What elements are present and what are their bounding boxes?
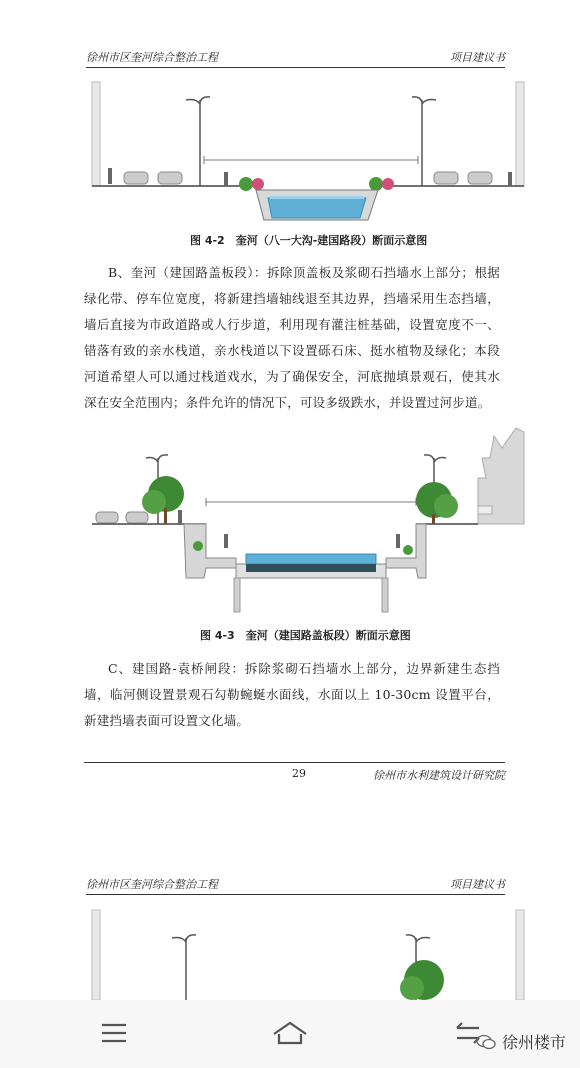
page-header	[86, 45, 505, 68]
page-number: 29	[292, 767, 306, 780]
paragraph-b: B、奎河（建国路盖板段）：拆除顶盖板及浆砌石挡墙水上部分；根据绿化带、停车位宽度，将新建挡墙轴线退至其边界，挡墙采用生态挡墙，墙后直接为市政道路或人行步道，利用现有灌注桩基础，设置宽度不一、错落有致的亲水栈道，亲水栈道以下设置砾石床、挺水植物及绿化；本段河道希望人可以通过栈道戏水，为了确保安全，河底抛填景观石，使其水深在安全范围内；条件允许的情况下，可设多级跌水，并设置过河步道。	[84, 265, 500, 410]
page-footer	[84, 762, 505, 783]
figure-caption-4-3: 图 4-3 奎河（建国路盖板段）断面示意图	[200, 629, 411, 642]
cross-section-figure-2	[86, 418, 526, 618]
navigation-bar	[0, 1000, 580, 1068]
header-project-title: 徐州市区奎河综合整治工程	[86, 51, 218, 64]
page2-header-doc-type: 项目建议书	[450, 878, 505, 891]
figure-caption-4-2: 图 4-2 奎河（八一大沟-建国路段）断面示意图	[190, 234, 428, 247]
page2-header-project-title: 徐州市区奎河综合整治工程	[86, 878, 218, 891]
menu-icon[interactable]	[94, 1018, 134, 1048]
header-doc-type: 项目建议书	[450, 51, 505, 64]
cross-section-figure-3-partial	[86, 908, 526, 1000]
watermark-text: 徐州楼市	[501, 1033, 566, 1052]
home-icon[interactable]	[270, 1018, 310, 1048]
footer-organization: 徐州市水利建筑设计研究院	[373, 769, 505, 782]
wechat-icon	[476, 1034, 496, 1050]
cross-section-figure-1	[86, 80, 526, 230]
watermark	[476, 1030, 566, 1053]
paragraph-c: C、建国路-袁桥闸段：拆除浆砌石挡墙水上部分，边界新建生态挡墙，临河侧设置景观石勾勒蜿蜒水面线，水面以上 10-30cm 设置平台，新建挡墙表面可设置文化墙。	[84, 661, 500, 728]
page2-header	[86, 872, 505, 895]
